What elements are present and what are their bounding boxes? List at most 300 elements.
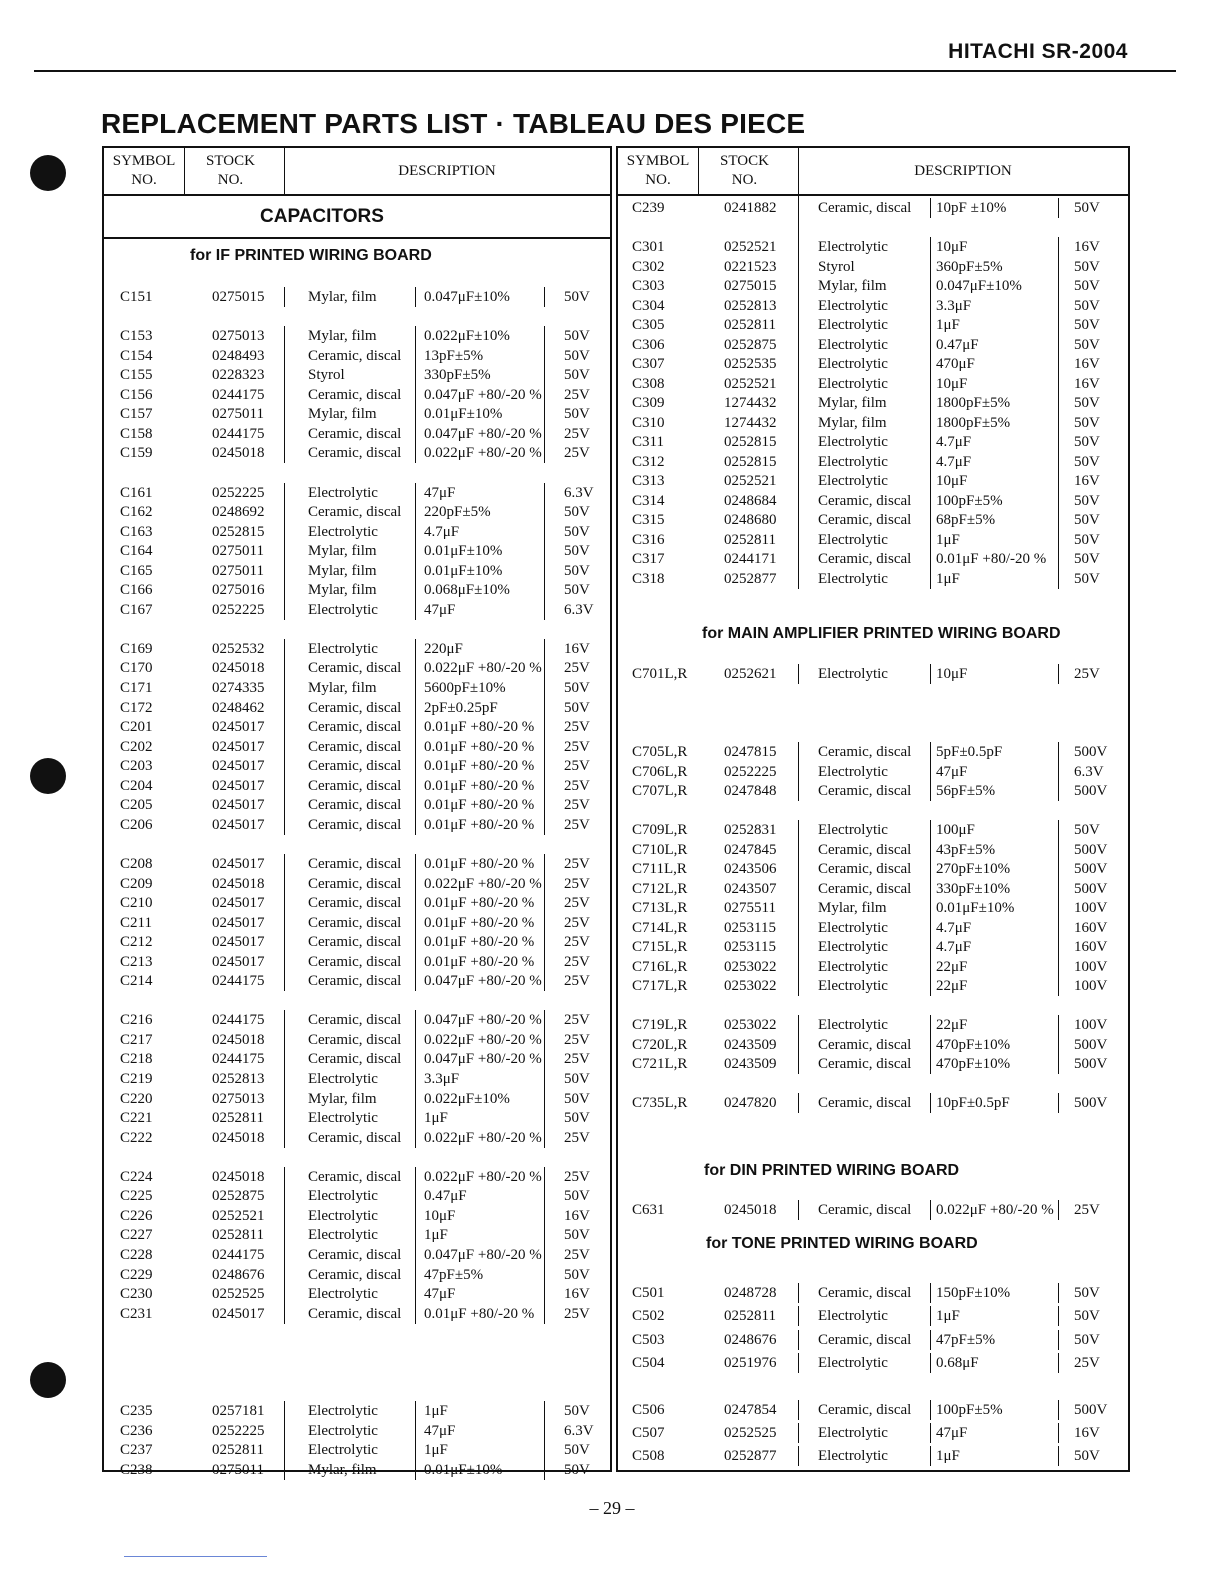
cell-value: 0.01μF±10% — [424, 562, 503, 579]
cell-symbol: C167 — [120, 601, 153, 618]
cell-symbol: C715L,R — [632, 939, 688, 955]
cell-symbol: C301 — [632, 239, 665, 255]
column-divider — [1058, 335, 1059, 355]
column-divider — [930, 1306, 931, 1326]
cell-type: Ceramic, discal — [818, 744, 912, 760]
cell-stock: 0247815 — [724, 744, 777, 760]
column-divider — [415, 1030, 416, 1050]
column-divider — [1058, 879, 1059, 899]
cell-voltage: 25V — [564, 914, 590, 931]
table-row — [618, 1283, 1128, 1303]
cell-type: Electrolytic — [308, 484, 378, 501]
column-divider — [544, 932, 545, 952]
cell-type: Electrolytic — [818, 1448, 888, 1465]
column-divider — [798, 820, 799, 840]
cell-value: 330pF±5% — [424, 367, 491, 384]
column-divider — [1058, 918, 1059, 938]
cell-value: 270pF±10% — [936, 861, 1011, 877]
column-divider — [415, 639, 416, 659]
cell-voltage: 50V — [1074, 200, 1100, 216]
cell-stock: 0275015 — [212, 289, 265, 305]
cell-type: Mylar, film — [818, 414, 887, 431]
column-divider — [284, 502, 285, 522]
cell-value: 1μF — [424, 1110, 448, 1127]
column-divider — [415, 1010, 416, 1030]
cell-stock: 0275011 — [212, 562, 264, 579]
table-row — [618, 957, 1128, 977]
column-divider — [544, 971, 545, 991]
column-divider — [930, 1423, 931, 1443]
column-divider — [798, 1015, 799, 1035]
column-divider — [930, 315, 931, 335]
table-row — [104, 483, 610, 503]
page-number: – 29 – — [589, 1498, 635, 1518]
cell-stock: 1274432 — [724, 395, 777, 411]
column-divider — [284, 1128, 285, 1148]
column-divider — [544, 913, 545, 933]
cell-stock: 0248493 — [212, 347, 265, 364]
column-divider — [415, 522, 416, 542]
cell-symbol: C304 — [632, 297, 665, 314]
table-row — [618, 276, 1128, 296]
column-divider — [415, 1265, 416, 1285]
cell-value: 47pF±5% — [424, 1266, 484, 1283]
column-divider — [544, 1460, 545, 1480]
cell-type: Ceramic, discal — [308, 1051, 402, 1068]
column-divider — [284, 1401, 285, 1421]
table-row — [618, 1093, 1128, 1113]
cell-value: 0.01μF +80/-20 % — [424, 719, 535, 736]
cell-voltage: 25V — [564, 816, 590, 833]
cell-symbol: C310 — [632, 414, 665, 431]
cell-voltage: 50V — [564, 1188, 590, 1205]
col-stock-header: STOCK NO. — [720, 153, 769, 188]
column-divider — [415, 893, 416, 913]
header-rule — [34, 70, 1176, 72]
cell-stock: 0252521 — [212, 1207, 265, 1224]
cell-stock: 0252521 — [724, 375, 777, 392]
col-description-header: DESCRIPTION — [914, 162, 1012, 179]
cell-voltage: 50V — [564, 1462, 590, 1478]
column-divider — [284, 815, 285, 835]
table-row — [618, 257, 1128, 277]
column-divider — [1058, 742, 1059, 762]
table-row — [618, 354, 1128, 374]
cell-value: 56pF±5% — [936, 783, 996, 799]
column-divider — [798, 257, 799, 277]
cell-value: 0.022μF +80/-20 % — [424, 660, 542, 677]
cell-value: 100μF — [936, 822, 975, 838]
column-divider — [544, 385, 545, 405]
cell-stock: 0252525 — [212, 1286, 265, 1303]
cell-stock: 0275011 — [212, 406, 264, 423]
column-divider — [1058, 569, 1059, 589]
column-divider — [544, 952, 545, 972]
table-row — [618, 413, 1128, 433]
cell-voltage: 50V — [564, 699, 590, 716]
cell-stock: 0252877 — [724, 1448, 777, 1465]
column-divider — [930, 276, 931, 296]
table-row — [618, 491, 1128, 511]
table-row — [618, 393, 1128, 413]
table-row — [618, 374, 1128, 394]
table-row — [618, 1035, 1128, 1055]
cell-voltage: 50V — [564, 328, 590, 345]
cell-type: Electrolytic — [818, 297, 888, 314]
cell-voltage: 25V — [1074, 1354, 1100, 1371]
cell-type: Ceramic, discal — [818, 1331, 912, 1348]
cell-stock: 0245018 — [212, 875, 265, 892]
cell-type: Ceramic, discal — [308, 797, 402, 814]
cell-stock: 0275015 — [724, 278, 777, 294]
cell-voltage: 16V — [1074, 375, 1100, 392]
column-divider — [930, 664, 931, 684]
column-divider — [544, 424, 545, 444]
column-divider — [930, 840, 931, 860]
column-divider — [284, 1030, 285, 1050]
cell-symbol: C308 — [632, 375, 665, 392]
column-divider — [415, 815, 416, 835]
table-row — [618, 976, 1128, 996]
column-divider — [930, 879, 931, 899]
cell-stock: 0252875 — [212, 1188, 265, 1205]
cell-value: 0.047μF±10% — [936, 278, 1022, 294]
cell-type: Electrolytic — [308, 640, 378, 657]
column-divider — [930, 1093, 931, 1113]
column-divider — [415, 932, 416, 952]
table-row — [618, 840, 1128, 860]
cell-symbol: C713L,R — [632, 900, 688, 916]
cell-type: Electrolytic — [308, 1227, 378, 1244]
column-divider — [284, 365, 285, 385]
cell-stock: 0248684 — [724, 492, 777, 509]
cell-stock: 0248676 — [212, 1266, 265, 1283]
column-divider — [1058, 276, 1059, 296]
column-divider — [798, 335, 799, 355]
table-row — [104, 1206, 610, 1226]
column-divider — [1058, 1283, 1059, 1303]
cell-stock: 0252521 — [724, 239, 777, 255]
cell-symbol: C720L,R — [632, 1036, 688, 1053]
cell-symbol: C631 — [632, 1202, 665, 1218]
column-divider — [930, 296, 931, 316]
table-row — [104, 658, 610, 678]
column-divider — [1058, 413, 1059, 433]
cell-symbol: C312 — [632, 453, 665, 470]
cell-symbol: C170 — [120, 660, 153, 677]
cell-stock: 0252225 — [212, 484, 265, 501]
table-row — [104, 1225, 610, 1245]
cell-stock: 0253022 — [724, 958, 777, 975]
column-divider — [544, 678, 545, 698]
cell-type: Ceramic, discal — [308, 1168, 402, 1185]
cell-value: 1μF — [936, 570, 960, 587]
cell-value: 470μF — [936, 356, 975, 372]
cell-voltage: 50V — [1074, 434, 1100, 450]
column-divider — [544, 1304, 545, 1324]
cell-value: 0.047μF±10% — [424, 289, 510, 305]
column-divider — [544, 287, 545, 307]
cell-stock: 0244175 — [212, 1051, 265, 1068]
cell-voltage: 50V — [1074, 492, 1100, 509]
column-divider — [415, 874, 416, 894]
column-divider — [544, 1069, 545, 1089]
table-row — [104, 287, 610, 307]
cell-voltage: 50V — [1074, 453, 1100, 470]
column-divider — [544, 854, 545, 874]
cell-symbol: C219 — [120, 1071, 153, 1087]
column-divider — [798, 976, 799, 996]
cell-value: 68pF±5% — [936, 512, 996, 528]
if-board-section: for IF PRINTED WIRING BOARD — [190, 247, 432, 264]
cell-type: Ceramic, discal — [308, 895, 402, 912]
cell-value: 4.7μF — [936, 939, 972, 955]
column-divider — [415, 658, 416, 678]
column-divider — [1058, 1353, 1059, 1373]
cell-voltage: 50V — [564, 1227, 590, 1244]
cell-type: Mylar, film — [818, 395, 887, 411]
right-parts-table — [616, 146, 1130, 1472]
cell-type: Ceramic, discal — [818, 512, 912, 528]
cell-type: Mylar, film — [308, 328, 377, 345]
capacitors-rule — [104, 237, 610, 239]
column-divider — [415, 483, 416, 503]
cell-symbol: C161 — [120, 484, 153, 501]
column-divider — [1058, 859, 1059, 879]
column-divider — [544, 1284, 545, 1304]
column-divider — [284, 971, 285, 991]
cell-symbol: C502 — [632, 1308, 665, 1325]
column-divider — [1058, 1035, 1059, 1055]
cell-type: Ceramic, discal — [308, 777, 402, 794]
column-divider — [284, 404, 285, 424]
column-divider — [798, 664, 799, 684]
column-divider — [415, 1108, 416, 1128]
table-row — [618, 549, 1128, 569]
cell-type: Ceramic, discal — [308, 1266, 402, 1283]
column-divider — [544, 365, 545, 385]
cell-voltage: 16V — [1074, 239, 1100, 255]
cell-type: Ceramic, discal — [818, 200, 912, 216]
table-row — [104, 385, 610, 405]
cell-type: Electrolytic — [308, 1188, 378, 1205]
cell-voltage: 25V — [564, 719, 590, 736]
cell-value: 0.022μF +80/-20 % — [424, 1031, 542, 1048]
cell-symbol: C228 — [120, 1246, 153, 1263]
cell-value: 470pF±10% — [936, 1056, 1011, 1072]
cell-voltage: 100V — [1074, 978, 1108, 994]
cell-type: Ceramic, discal — [308, 660, 402, 677]
column-divider — [415, 600, 416, 620]
column-divider — [544, 502, 545, 522]
cell-symbol: C210 — [120, 895, 153, 912]
column-divider — [284, 483, 285, 503]
cell-type: Ceramic, discal — [308, 934, 402, 951]
cell-value: 1μF — [424, 1227, 448, 1244]
cell-voltage: 25V — [564, 660, 590, 677]
cell-symbol: C714L,R — [632, 919, 688, 936]
column-divider — [930, 354, 931, 374]
cell-value: 47μF — [424, 601, 456, 618]
cell-stock: 0243506 — [724, 861, 777, 877]
table-row — [104, 698, 610, 718]
cell-type: Electrolytic — [818, 1354, 888, 1371]
cell-value: 150pF±10% — [936, 1285, 1011, 1301]
cell-voltage: 6.3V — [564, 1422, 594, 1439]
cell-symbol: C153 — [120, 328, 153, 345]
column-divider — [798, 374, 799, 394]
column-divider — [415, 404, 416, 424]
cell-type: Ceramic, discal — [818, 1285, 912, 1301]
cell-type: Ceramic, discal — [308, 875, 402, 892]
cell-value: 1μF — [936, 531, 960, 548]
cell-value: 1μF — [424, 1442, 448, 1459]
column-divider — [930, 393, 931, 413]
cell-stock: 0252621 — [724, 666, 777, 682]
cell-voltage: 100V — [1074, 900, 1108, 916]
cell-symbol: C721L,R — [632, 1056, 688, 1072]
column-divider — [544, 737, 545, 757]
cell-value: 10μF — [936, 239, 968, 255]
column-divider — [284, 717, 285, 737]
cell-stock: 0245017 — [212, 719, 265, 736]
cell-symbol: C303 — [632, 278, 665, 294]
cell-voltage: 50V — [1074, 317, 1100, 333]
column-divider — [930, 471, 931, 491]
table-row — [104, 893, 610, 913]
cell-voltage: 50V — [1074, 278, 1100, 294]
column-divider — [284, 600, 285, 620]
cell-value: 0.068μF±10% — [424, 582, 510, 599]
cell-voltage: 50V — [1074, 1331, 1100, 1348]
cell-type: Electrolytic — [818, 666, 888, 682]
table-row — [104, 522, 610, 542]
column-divider — [415, 424, 416, 444]
column-divider — [284, 639, 285, 659]
cell-symbol: C315 — [632, 512, 665, 528]
cell-value: 0.01μF±10% — [424, 543, 503, 560]
column-divider — [1058, 491, 1059, 511]
cell-symbol: C735L,R — [632, 1095, 688, 1111]
table-row — [104, 1440, 610, 1460]
column-divider — [1058, 957, 1059, 977]
column-divider — [415, 1167, 416, 1187]
table-row — [104, 1108, 610, 1128]
table-row — [618, 315, 1128, 335]
cell-symbol: C712L,R — [632, 880, 688, 897]
column-divider — [544, 443, 545, 463]
column-divider — [1058, 393, 1059, 413]
cell-type: Mylar, film — [308, 582, 377, 599]
column-divider — [415, 580, 416, 600]
column-divider — [798, 471, 799, 491]
cell-type: Ceramic, discal — [818, 1056, 912, 1072]
column-divider — [798, 1400, 799, 1420]
cell-voltage: 50V — [564, 504, 590, 521]
cell-voltage: 50V — [564, 582, 590, 599]
column-divider — [1058, 1306, 1059, 1326]
cell-value: 0.047μF +80/-20 % — [424, 973, 542, 990]
column-divider — [930, 957, 931, 977]
column-divider — [415, 365, 416, 385]
cell-symbol: C203 — [120, 758, 153, 775]
cell-type: Electrolytic — [818, 939, 888, 955]
column-divider — [284, 385, 285, 405]
cell-value: 0.022μF +80/-20 % — [424, 445, 542, 462]
cell-symbol: C507 — [632, 1424, 665, 1441]
cell-voltage: 16V — [1074, 356, 1100, 372]
cell-value: 0.01μF +80/-20 % — [424, 1305, 535, 1322]
column-divider — [544, 874, 545, 894]
cell-symbol: C229 — [120, 1266, 153, 1283]
table-row — [104, 541, 610, 561]
table-row — [618, 879, 1128, 899]
column-divider — [544, 404, 545, 424]
column-divider — [415, 1440, 416, 1460]
cell-value: 47μF — [424, 1286, 456, 1303]
cell-type: Ceramic, discal — [818, 1202, 912, 1218]
cell-stock: 0241882 — [724, 200, 777, 216]
table-row — [104, 1010, 610, 1030]
cell-stock: 0275011 — [212, 543, 264, 560]
column-divider — [930, 976, 931, 996]
cell-symbol: C165 — [120, 562, 153, 579]
cell-symbol: C151 — [120, 289, 153, 305]
cell-voltage: 16V — [1074, 473, 1100, 489]
cell-value: 10μF — [936, 666, 968, 682]
column-divider — [284, 1206, 285, 1226]
column-divider — [798, 1200, 799, 1220]
cell-voltage: 500V — [1074, 1095, 1108, 1111]
column-divider — [284, 424, 285, 444]
cell-voltage: 50V — [564, 543, 590, 560]
din-section: for DIN PRINTED WIRING BOARD — [704, 1162, 960, 1179]
cell-type: Ceramic, discal — [308, 347, 402, 364]
column-divider — [415, 502, 416, 522]
cell-type: Mylar, film — [308, 543, 377, 560]
table-row — [618, 237, 1128, 257]
cell-type: Electrolytic — [308, 1110, 378, 1127]
cell-voltage: 50V — [564, 347, 590, 364]
cell-symbol: C220 — [120, 1090, 153, 1107]
cell-symbol: C504 — [632, 1354, 665, 1371]
cell-value: 10pF±0.5pF — [936, 1095, 1010, 1111]
column-divider — [798, 1353, 799, 1373]
cell-value: 4.7μF — [936, 434, 972, 450]
column-divider — [544, 1030, 545, 1050]
column-divider — [284, 698, 285, 718]
cell-voltage: 50V — [564, 523, 590, 540]
column-divider — [930, 569, 931, 589]
cell-stock: 0245017 — [212, 738, 265, 755]
cell-voltage: 160V — [1074, 939, 1108, 955]
column-divider — [415, 346, 416, 366]
column-divider — [798, 276, 799, 296]
column-divider — [1058, 530, 1059, 550]
cell-stock: 0252521 — [724, 473, 777, 489]
cell-voltage: 25V — [564, 1051, 590, 1068]
table-row — [104, 600, 610, 620]
right-table-header — [618, 148, 1128, 196]
column-divider — [1058, 432, 1059, 452]
cell-voltage: 50V — [564, 680, 590, 696]
column-divider — [930, 510, 931, 530]
column-divider — [544, 1167, 545, 1187]
cell-value: 43pF±5% — [936, 841, 996, 858]
cell-symbol: C307 — [632, 356, 665, 372]
cell-stock: 0245018 — [212, 445, 265, 462]
cell-voltage: 500V — [1074, 783, 1108, 799]
